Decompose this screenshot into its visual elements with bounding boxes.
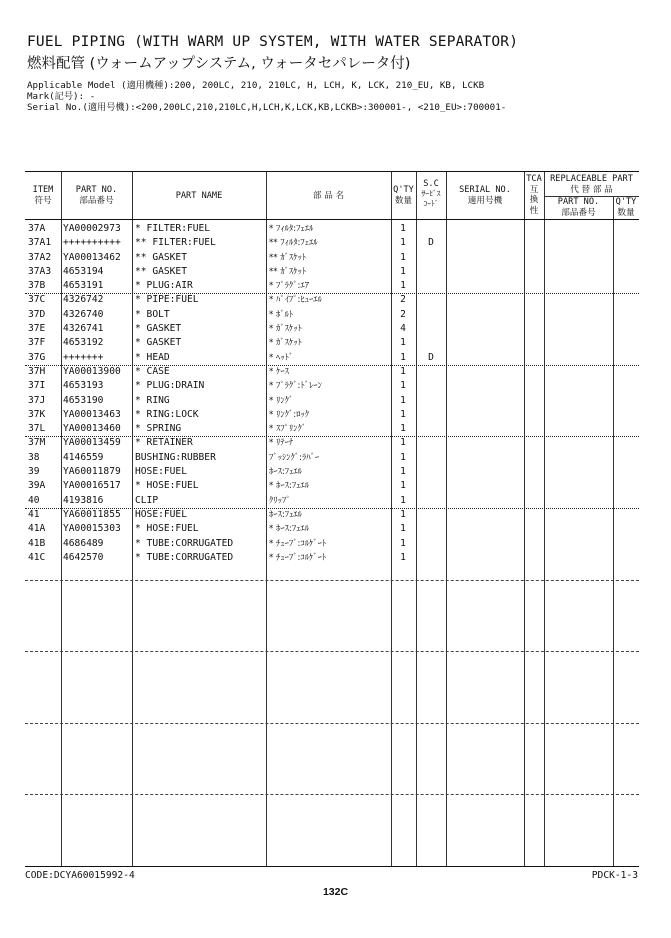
part-no-cell: 4146559	[63, 451, 104, 463]
part-name-cell: * TUBE:CORRUGATED	[135, 551, 234, 563]
item-cell: 37L	[28, 423, 46, 435]
part-name-jp-cell: ﾎｰｽ:ﾌｪｴﾙ	[269, 467, 302, 478]
part-name-cell: * PLUG:AIR	[135, 280, 193, 292]
table-row	[25, 308, 639, 322]
part-name-jp-cell: ** ｶﾞｽｹｯﾄ	[269, 266, 307, 277]
part-name-jp-cell: * ﾘﾃｰﾅ	[269, 438, 294, 449]
item-cell: 37K	[28, 408, 46, 420]
part-name-cell: HOSE:FUEL	[135, 508, 187, 520]
pdck-code: PDCK-1-3	[591, 870, 638, 881]
document-code: CODE:DCYA60015992-4	[25, 870, 135, 881]
part-name-cell: * HOSE:FUEL	[135, 480, 199, 492]
serial-number: Serial No.(適用号機):<200,200LC,210,210LC,H,LCH,K,LCK,KB,LCKB>:300001-, <210_EU>:700001-	[27, 102, 507, 113]
part-name-cell: * HEAD	[135, 351, 170, 363]
item-cell: 37I	[28, 380, 46, 392]
col-repl-qty: Q'TY 数量	[615, 197, 637, 218]
table-row	[25, 351, 639, 365]
part-name-cell: * RING:LOCK	[135, 408, 199, 420]
part-name-jp-cell: * ｶﾞｽｹｯﾄ	[269, 324, 302, 335]
qty-cell: 1	[400, 237, 406, 249]
qty-cell: 1	[400, 280, 406, 292]
item-cell: 37A1	[28, 237, 52, 249]
part-no-cell: 4653193	[63, 380, 104, 392]
part-name-jp-cell: * ﾌﾟﾗｸﾞ:ｴｱ	[269, 281, 310, 292]
part-name-cell: ** GASKET	[135, 265, 187, 277]
table-row	[25, 293, 639, 307]
part-no-cell: YA00016517	[63, 480, 121, 492]
part-name-jp-cell: ﾎｰｽ:ﾌｪｴﾙ	[269, 509, 302, 520]
col-qty: Q'TY 数量	[393, 185, 414, 206]
part-name-cell: * BOLT	[135, 308, 170, 320]
qty-cell: 1	[400, 394, 406, 406]
part-no-cell: YA60011855	[63, 508, 121, 520]
part-no-cell: 4193816	[63, 494, 104, 506]
part-name-jp-cell: * ﾎｰｽ:ﾌｪｴﾙ	[269, 524, 310, 535]
table-row	[25, 451, 639, 465]
table-row	[25, 465, 639, 479]
part-name-jp-cell: * ﾌﾟﾗｸﾞ:ﾄﾞﾚｰﾝ	[269, 381, 322, 392]
qty-cell: 1	[400, 508, 406, 520]
part-name-cell: HOSE:FUEL	[135, 466, 187, 478]
item-cell: 39A	[28, 480, 46, 492]
part-no-cell: 4326742	[63, 294, 104, 306]
part-no-cell: 4642570	[63, 551, 104, 563]
item-cell: 41C	[28, 551, 46, 563]
qty-cell: 1	[400, 551, 406, 563]
table-row	[25, 551, 639, 565]
mark: Mark(記号): -	[27, 91, 96, 102]
part-name-jp-cell: * ﾍｯﾄﾞ	[269, 352, 294, 363]
item-cell: 37C	[28, 294, 46, 306]
part-no-cell: 4326740	[63, 308, 104, 320]
qty-cell: 1	[400, 351, 406, 363]
item-cell: 37H	[28, 365, 46, 377]
col-sc: S.C ｻｰﾋﾞｽ ｺｰﾄﾞ	[421, 179, 441, 208]
qty-cell: 1	[400, 223, 406, 234]
item-cell: 37A3	[28, 265, 52, 277]
table-row	[25, 522, 639, 536]
part-name-jp-cell: ** ﾌｨﾙﾀ:ﾌｪｴﾙ	[269, 238, 318, 249]
item-cell: 37G	[28, 351, 46, 363]
part-name-jp-cell: * ﾘﾝｸﾞ	[269, 395, 294, 406]
qty-cell: 1	[400, 423, 406, 435]
applicable-model: Applicable Model (適用機種):200, 200LC, 210, 210LC, H, LCH, K, LCK, 210_EU, KB, LCKB	[27, 80, 485, 91]
part-name-cell: * PIPE:FUEL	[135, 294, 199, 306]
item-cell: 41	[28, 508, 40, 520]
item-cell: 37M	[28, 437, 46, 449]
item-cell: 38	[28, 451, 40, 463]
qty-cell: 1	[400, 437, 406, 449]
part-name-cell: ** FILTER:FUEL	[135, 237, 216, 249]
col-replaceable: REPLACEABLE PART 代 替 部 品	[550, 174, 633, 195]
part-name-jp-cell: * ｽﾌﾟﾘﾝｸﾞ	[269, 424, 307, 435]
qty-cell: 1	[400, 494, 406, 506]
part-no-cell: 4653191	[63, 280, 104, 292]
table-row	[25, 494, 639, 508]
part-no-cell: 4653190	[63, 394, 104, 406]
table-row	[25, 279, 639, 293]
item-cell: 40	[28, 494, 40, 506]
part-name-cell: * GASKET	[135, 337, 182, 349]
part-no-cell: ++++++++++	[63, 237, 121, 249]
table-row	[25, 422, 639, 436]
item-cell: 37F	[28, 337, 46, 349]
part-name-cell: * PLUG:DRAIN	[135, 380, 205, 392]
qty-cell: 1	[400, 365, 406, 377]
item-cell: 39	[28, 466, 40, 478]
part-name-cell: * GASKET	[135, 323, 182, 335]
part-no-cell: YA00013463	[63, 408, 121, 420]
part-name-cell: ** GASKET	[135, 251, 187, 263]
col-part-no: PART NO. 部品番号	[75, 185, 118, 206]
col-part-name-jp: 部 品 名	[312, 191, 345, 201]
table-row	[25, 222, 639, 236]
table-row	[25, 236, 639, 250]
title-english: FUEL PIPING (WITH WARM UP SYSTEM, WITH WATER SEPARATOR)	[27, 34, 519, 50]
table-row	[25, 265, 639, 279]
qty-cell: 1	[400, 537, 406, 549]
part-name-cell: * FILTER:FUEL	[135, 223, 211, 234]
part-name-jp-cell: ** ｶﾞｽｹｯﾄ	[269, 252, 307, 263]
part-no-cell: 4653192	[63, 337, 104, 349]
part-name-jp-cell: * ﾁｭｰﾌﾞ:ｺﾙｹﾞｰﾄ	[269, 552, 327, 563]
part-no-cell: 4653194	[63, 265, 104, 277]
parts-table	[25, 171, 639, 867]
table-row	[25, 336, 639, 350]
qty-cell: 1	[400, 480, 406, 492]
part-name-jp-cell: ﾌﾞｯｼﾝｸﾞ:ﾗﾊﾞｰ	[269, 452, 320, 463]
qty-cell: 1	[400, 408, 406, 420]
item-cell: 37A2	[28, 251, 52, 263]
qty-cell: 1	[400, 251, 406, 263]
table-row	[25, 365, 639, 379]
table-row	[25, 394, 639, 408]
col-item: ITEM 符号	[32, 185, 54, 206]
part-name-cell: * RING	[135, 394, 170, 406]
qty-cell: 1	[400, 466, 406, 478]
part-name-jp-cell: * ﾊﾟｲﾌﾟ:ﾋｭｰｴﾙ	[269, 295, 322, 306]
parts-rows	[25, 222, 639, 565]
item-cell: 41A	[28, 523, 46, 535]
part-name-jp-cell: * ｹｰｽ	[269, 366, 289, 377]
table-row	[25, 379, 639, 393]
table-row	[25, 537, 639, 551]
part-name-cell: * CASE	[135, 365, 170, 377]
qty-cell: 1	[400, 451, 406, 463]
table-row	[25, 251, 639, 265]
part-no-cell: YA00013900	[63, 365, 121, 377]
part-no-cell: YA00002973	[63, 223, 121, 234]
table-row	[25, 322, 639, 336]
part-name-jp-cell: * ﾌｨﾙﾀ:ﾌｪｴﾙ	[269, 224, 314, 234]
part-name-cell: CLIP	[135, 494, 159, 506]
qty-cell: 1	[400, 380, 406, 392]
part-name-jp-cell: * ｶﾞｽｹｯﾄ	[269, 338, 302, 349]
item-cell: 37B	[28, 280, 46, 292]
item-cell: 37A	[28, 223, 46, 234]
qty-cell: 2	[400, 308, 406, 320]
qty-cell: 1	[400, 523, 406, 535]
part-name-cell: * TUBE:CORRUGATED	[135, 537, 234, 549]
service-code-cell: D	[428, 351, 434, 363]
part-no-cell: YA00013459	[63, 437, 121, 449]
part-no-cell: +++++++	[63, 351, 104, 363]
part-name-jp-cell: * ﾎｰｽ:ﾌｪｴﾙ	[269, 481, 310, 492]
item-cell: 37D	[28, 308, 46, 320]
page-number: 132C	[322, 886, 349, 898]
title-japanese: 燃料配管 (ウォームアップシステム, ウォータセパレータ付)	[27, 56, 411, 72]
col-tca: TCA 互 換 性	[526, 174, 542, 216]
part-no-cell: 4326741	[63, 323, 104, 335]
col-serial: SERIAL NO. 適用号機	[459, 185, 511, 206]
col-repl-part-no: PART NO. 部品番号	[557, 197, 600, 218]
part-no-cell: 4686489	[63, 537, 104, 549]
part-name-jp-cell: * ﾘﾝｸﾞ:ﾛｯｸ	[269, 409, 310, 420]
part-name-jp-cell: * ﾎﾞﾙﾄ	[269, 309, 294, 320]
part-name-jp-cell: * ﾁｭｰﾌﾞ:ｺﾙｹﾞｰﾄ	[269, 538, 327, 549]
part-no-cell: YA60011879	[63, 466, 121, 478]
part-no-cell: YA00013462	[63, 251, 121, 263]
part-name-cell: * RETAINER	[135, 437, 193, 449]
item-cell: 37J	[28, 394, 46, 406]
col-part-name: PART NAME	[175, 191, 223, 201]
part-name-cell: BUSHING:RUBBER	[135, 451, 216, 463]
qty-cell: 4	[400, 323, 406, 335]
service-code-cell: D	[428, 237, 434, 249]
table-row	[25, 508, 639, 522]
table-row	[25, 408, 639, 422]
table-row	[25, 479, 639, 493]
part-name-cell: * HOSE:FUEL	[135, 523, 199, 535]
part-name-jp-cell: ｸﾘｯﾌﾟ	[269, 495, 291, 506]
part-no-cell: YA00015303	[63, 523, 121, 535]
qty-cell: 2	[400, 294, 406, 306]
qty-cell: 1	[400, 265, 406, 277]
part-name-cell: * SPRING	[135, 423, 182, 435]
table-row	[25, 436, 639, 450]
item-cell: 37E	[28, 323, 46, 335]
item-cell: 41B	[28, 537, 46, 549]
part-no-cell: YA00013460	[63, 423, 121, 435]
qty-cell: 1	[400, 337, 406, 349]
